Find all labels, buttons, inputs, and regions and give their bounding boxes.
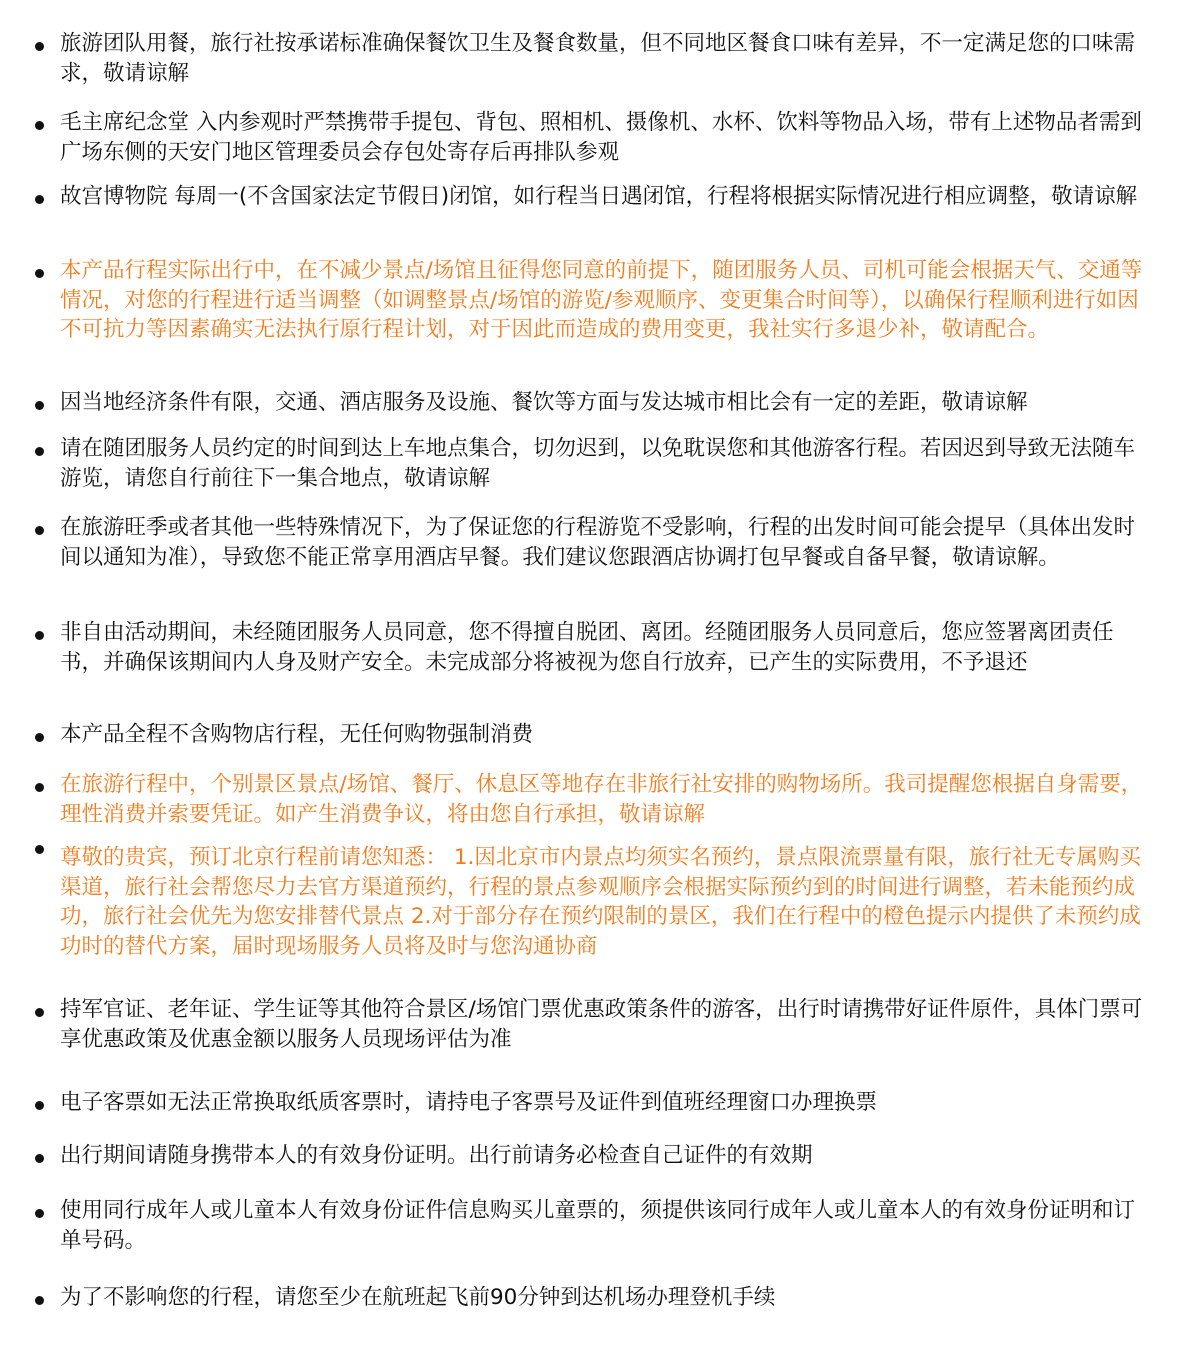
notice-text: 旅游团队用餐，旅行社按承诺标准确保餐饮卫生及餐食数量，但不同地区餐食口味有差异，不一定满足您的口味需求，敬请谅解 bbox=[60, 31, 1136, 86]
bullet-icon bbox=[35, 783, 44, 792]
notice-text: 出行期间请随身携带本人的有效身份证明。出行前请务必检查自己证件的有效期 bbox=[60, 1143, 813, 1168]
notice-text: 持军官证、老年证、学生证等其他符合景区/场馆门票优惠政策条件的游客，出行时请携带好证件原件，具体门票可享优惠政策及优惠金额以服务人员现场评估为准 bbox=[60, 997, 1143, 1052]
bullet-icon bbox=[35, 1296, 44, 1305]
bullet-icon bbox=[35, 269, 44, 278]
bullet-icon bbox=[35, 733, 44, 742]
bullet-icon bbox=[35, 1154, 44, 1163]
bullet-icon bbox=[35, 1101, 44, 1110]
bullet-icon bbox=[35, 447, 44, 456]
bullet-icon bbox=[35, 195, 44, 204]
notice-text: 请在随团服务人员约定的时间到达上车地点集合，切勿迟到，以免耽误您和其他游客行程。若因迟到导致无法随车游览，请您自行前往下一集合地点，敬请谅解 bbox=[60, 436, 1136, 491]
notice-text: 本产品行程实际出行中，在不减少景点/场馆且征得您同意的前提下，随团服务人员、司机可能会根据天气、交通等情况，对您的行程进行适当调整（如调整景点/场馆的游览/参观顺序、变更集合时间等），以确保行程顺利进行如因不可抗力等因素确实无法执行原行程计划，对于因此而造成的费用变更，我社实行多退少补，敬请配合。 bbox=[60, 258, 1143, 342]
bullet-icon bbox=[35, 631, 44, 640]
notice-text: 使用同行成年人或儿童本人有效身份证件信息购买儿童票的，须提供该同行成年人或儿童本人的有效身份证明和订单号码。 bbox=[60, 1198, 1136, 1253]
notice-text: 本产品全程不含购物店行程，无任何购物强制消费 bbox=[60, 722, 534, 747]
bullet-icon bbox=[35, 845, 44, 854]
bullet-icon bbox=[35, 1008, 44, 1017]
notice-text: 尊敬的贵宾，预订北京行程前请您知悉： 1.因北京市内景点均须实名预约，景点限流票量有限，旅行社无专属购买渠道，旅行社会帮您尽力去官方渠道预约，行程的景点参观顺序会根据实际预约到的时间进行调整，若未能预约成功，旅行社会优先为您安排替代景点 2.对于部分存在预约限制的景区，我们在行程中的橙色提示内提供了未预约成功时的替代方案，届时现场服务人员将及时与您沟通协商 bbox=[60, 845, 1141, 959]
notice-text: 非自由活动期间，未经随团服务人员同意，您不得擅自脱团、离团。经随团服务人员同意后，您应签署离团责任书，并确保该期间内人身及财产安全。未完成部分将被视为您自行放弃，已产生的实际费用，不予退还 bbox=[60, 620, 1114, 675]
notice-text: 电子客票如无法正常换取纸质客票时，请持电子客票号及证件到值班经理窗口办理换票 bbox=[60, 1090, 878, 1115]
notice-text: 毛主席纪念堂 入内参观时严禁携带手提包、背包、照相机、摄像机、水杯、饮料等物品入场，带有上述物品者需到广场东侧的天安门地区管理委员会存包处寄存后再排队参观 bbox=[60, 110, 1142, 165]
bullet-icon bbox=[35, 526, 44, 535]
notice-text: 在旅游旺季或者其他一些特殊情况下，为了保证您的行程游览不受影响，行程的出发时间可能会提早（具体出发时间以通知为准），导致您不能正常享用酒店早餐。我们建议您跟酒店协调打包早餐或自备早餐，敬请谅解。 bbox=[60, 515, 1136, 570]
notice-text: 因当地经济条件有限，交通、酒店服务及设施、餐饮等方面与发达城市相比会有一定的差距，敬请谅解 bbox=[60, 390, 1028, 415]
bullet-icon bbox=[35, 401, 44, 410]
bullet-icon bbox=[35, 121, 44, 130]
bullet-icon bbox=[35, 1209, 44, 1218]
bullet-icon bbox=[35, 42, 44, 51]
notice-text: 在旅游行程中，个别景区景点/场馆、餐厅、休息区等地存在非旅行社安排的购物场所。我司提醒您根据自身需要，理性消费并索要凭证。如产生消费争议，将由您自行承担，敬请谅解 bbox=[60, 772, 1143, 827]
notice-text: 为了不影响您的行程，请您至少在航班起飞前90分钟到达机场办理登机手续 bbox=[60, 1285, 776, 1310]
notice-text: 故宫博物院 每周一(不含国家法定节假日)闭馆，如行程当日遇闭馆，行程将根据实际情况进行相应调整，敬请谅解 bbox=[60, 184, 1138, 209]
